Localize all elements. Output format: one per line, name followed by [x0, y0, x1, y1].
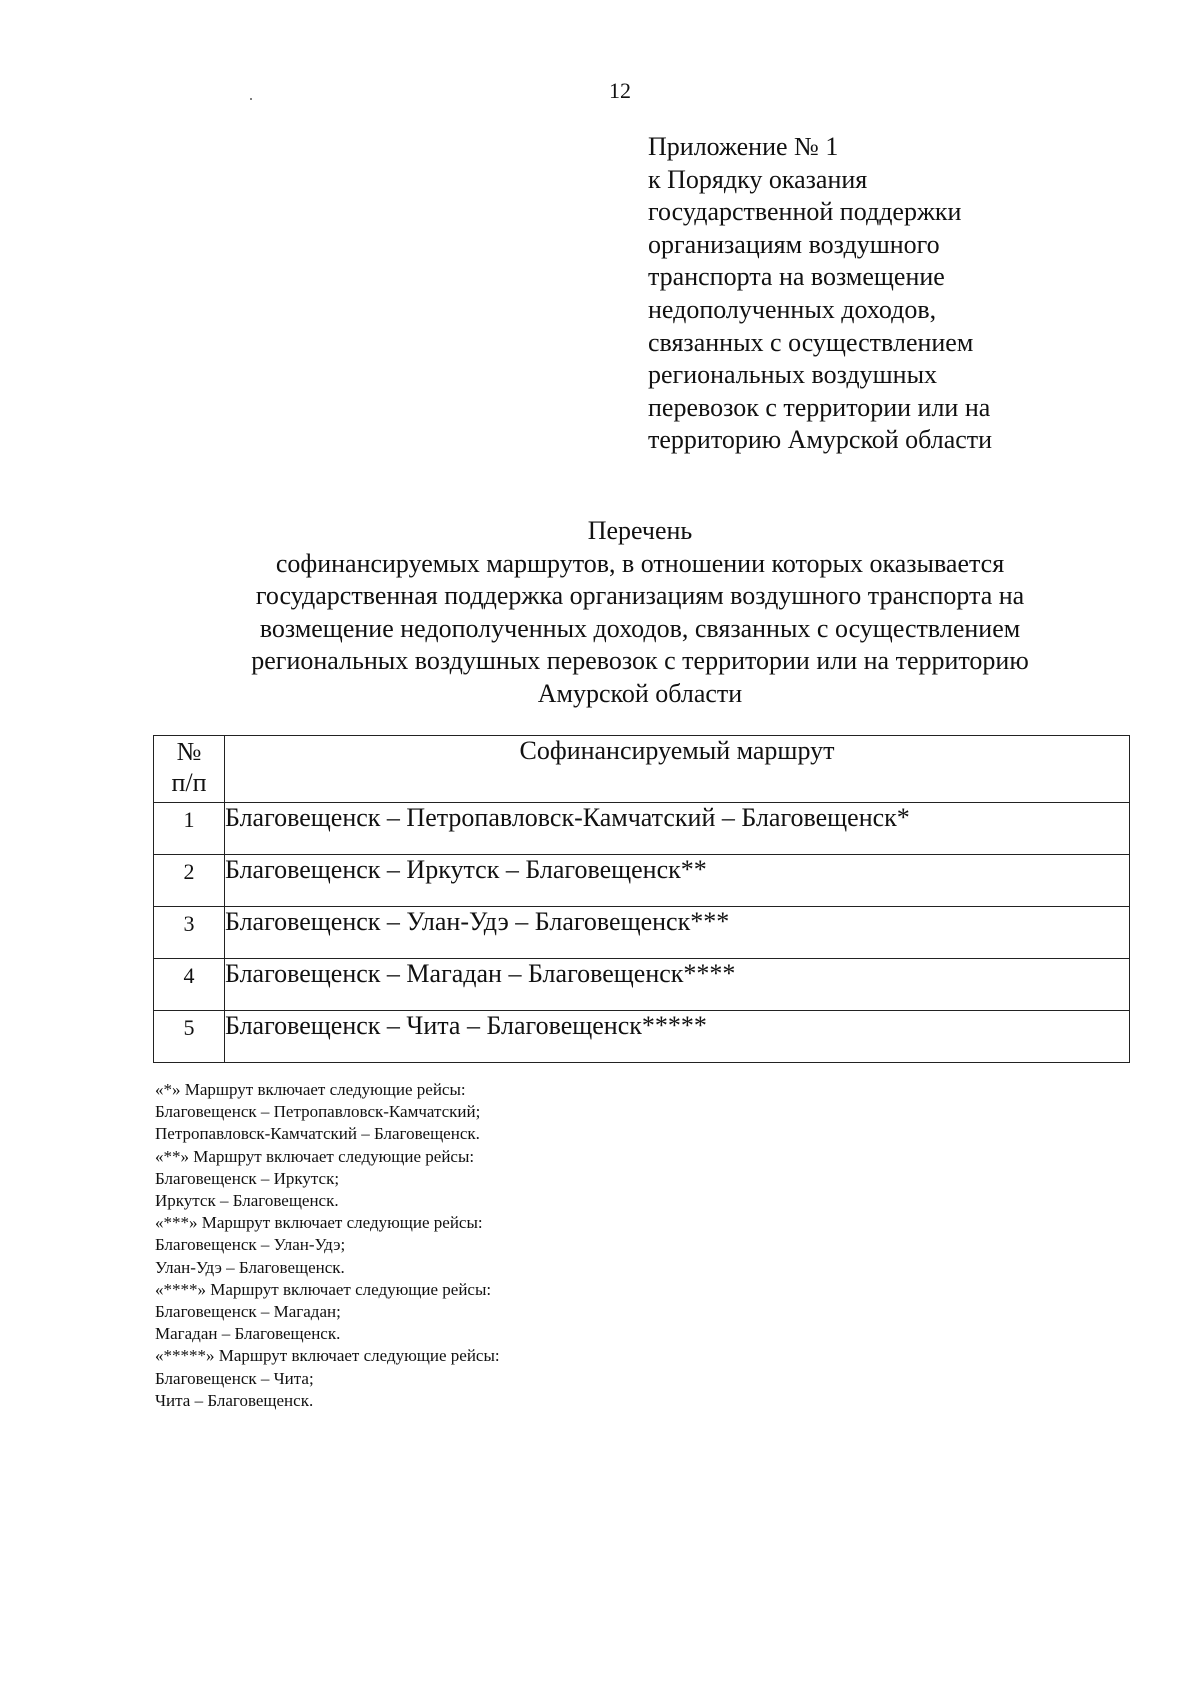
- footnote-line: Улан-Удэ – Благовещенск.: [155, 1257, 345, 1277]
- footnote-line: Благовещенск – Улан-Удэ;: [155, 1235, 346, 1255]
- scan-speck: [250, 98, 252, 100]
- row-number: 1: [154, 803, 225, 855]
- appendix-line: государственной поддержки: [648, 197, 962, 227]
- footnote-line: Иркутск – Благовещенск.: [155, 1191, 339, 1211]
- heading-line: софинансируемых маршрутов, в отношении которых оказывается: [275, 548, 1005, 578]
- row-number: 2: [154, 855, 225, 907]
- footnote-line: Благовещенск – Чита;: [155, 1368, 314, 1388]
- footnote-line: «****» Маршрут включает следующие рейсы:: [155, 1279, 492, 1299]
- footnote-line: Благовещенск – Магадан;: [155, 1302, 341, 1322]
- heading-title: Перечень: [587, 516, 693, 545]
- footnote-line: Чита – Благовещенск.: [155, 1390, 314, 1410]
- appendix-line: транспорта на возмещение: [648, 262, 945, 292]
- appendix-line: недополученных доходов,: [648, 294, 937, 324]
- heading-line: региональных воздушных перевозок с территории или на территорию: [251, 646, 1029, 675]
- column-header-route: Софинансируемый маршрут: [225, 736, 1130, 803]
- row-number: 5: [154, 1011, 225, 1063]
- table-row: [154, 1011, 1130, 1063]
- footnotes: [155, 1079, 855, 1412]
- appendix-line: перевозок с территории или на: [648, 392, 991, 422]
- column-header-number-line2: п/п: [171, 768, 207, 797]
- column-header-number-line1: №: [176, 737, 202, 766]
- footnote-line: «***» Маршрут включает следующие рейсы:: [155, 1213, 483, 1233]
- heading-line: возмещение недополученных доходов, связанных с осуществлением: [259, 613, 1021, 643]
- table-header-row: [154, 736, 1130, 803]
- page-number: 12: [609, 78, 631, 103]
- document-heading: [140, 515, 1140, 710]
- heading-line: государственная поддержка организациям воздушного транспорта на: [255, 581, 1025, 610]
- row-number: 3: [154, 907, 225, 959]
- footnote-line: Петропавловск-Камчатский – Благовещенск.: [155, 1124, 480, 1144]
- table-row: [154, 959, 1130, 1011]
- row-route: Благовещенск – Иркутск – Благовещенск**: [225, 855, 1130, 907]
- column-header-number: [154, 736, 225, 803]
- footnote-line: «*» Маршрут включает следующие рейсы:: [155, 1080, 466, 1099]
- appendix-line: Приложение № 1: [648, 132, 839, 161]
- appendix-line: связанных с осуществлением: [648, 327, 974, 357]
- footnote-line: «*****» Маршрут включает следующие рейсы:: [155, 1346, 500, 1366]
- row-route: Благовещенск – Улан-Удэ – Благовещенск***: [225, 907, 1130, 959]
- table-row: [154, 855, 1130, 907]
- footnote-line: «**» Маршрут включает следующие рейсы:: [155, 1146, 475, 1166]
- row-route: Благовещенск – Магадан – Благовещенск****: [225, 959, 1130, 1011]
- heading-line: Амурской области: [537, 678, 743, 708]
- appendix-line: к Порядку оказания: [648, 164, 868, 194]
- footnote-line: Магадан – Благовещенск.: [155, 1324, 341, 1344]
- appendix-line: организациям воздушного: [648, 229, 940, 259]
- row-route: Благовещенск – Петропавловск-Камчатский – Благовещенск*: [225, 803, 1130, 855]
- table-row: [154, 803, 1130, 855]
- table-row: [154, 907, 1130, 959]
- appendix-block: [648, 131, 1168, 457]
- row-number: 4: [154, 959, 225, 1011]
- appendix-line: территорию Амурской области: [648, 425, 993, 455]
- footnote-line: Благовещенск – Петропавловск-Камчатский;: [155, 1102, 481, 1122]
- appendix-line: региональных воздушных: [648, 360, 938, 390]
- routes-table: [153, 735, 1130, 1063]
- footnote-line: Благовещенск – Иркутск;: [155, 1168, 340, 1188]
- row-route: Благовещенск – Чита – Благовещенск*****: [225, 1011, 1130, 1063]
